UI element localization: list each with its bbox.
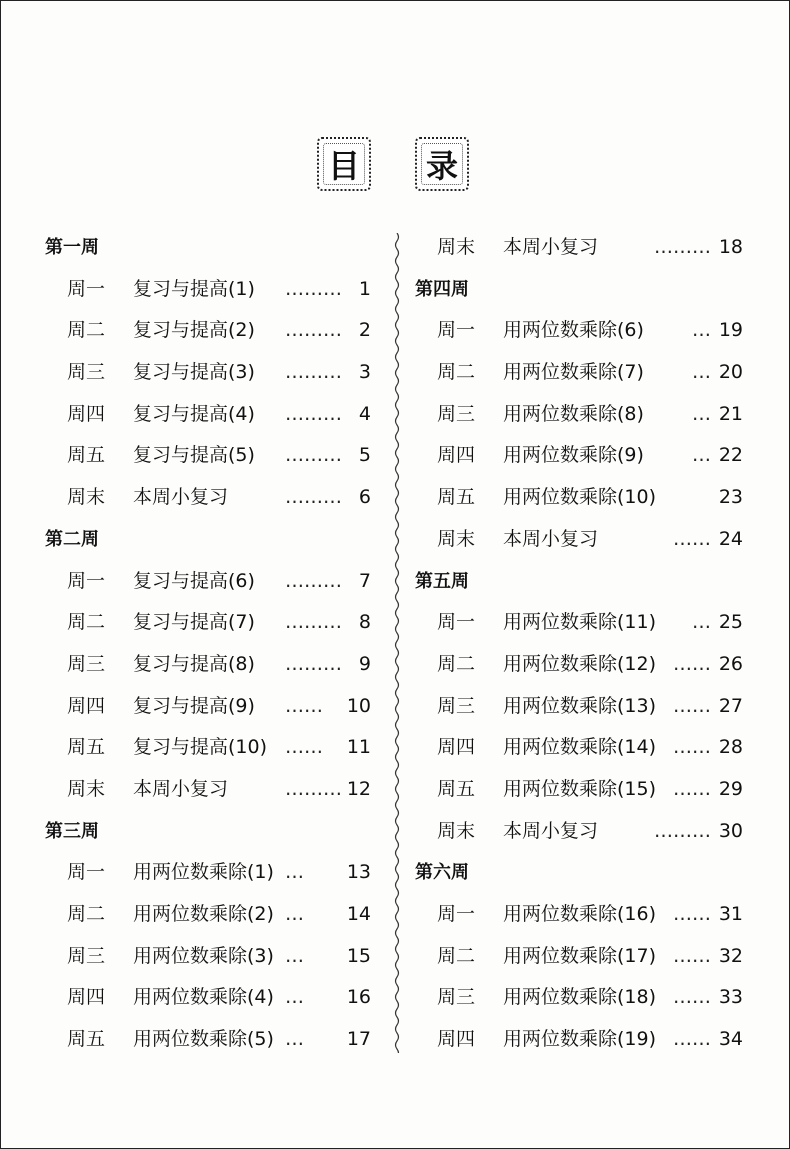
toc-entry-page-number: 33	[718, 986, 743, 1009]
toc-entry-title: 复习与提高(2)	[133, 319, 255, 342]
toc-week-heading	[45, 519, 375, 561]
toc-entry	[45, 435, 375, 477]
toc-entry-title: 用两位数乘除(17)	[503, 944, 657, 967]
toc-entry-day: 周三	[437, 694, 476, 717]
toc-entry-page-number: 31	[718, 903, 743, 925]
toc-entry-leader: …	[285, 944, 304, 967]
toc-entry-leader: ………	[654, 819, 711, 842]
toc-entry-leader: ………	[285, 444, 342, 467]
week-label: 第一周	[45, 237, 99, 258]
toc-entry-day: 周五	[437, 486, 476, 509]
toc-entry-title: 用两位数乘除(4)	[133, 986, 274, 1009]
toc-entry-day: 周四	[67, 986, 106, 1009]
toc-entry	[45, 269, 375, 311]
toc-entry	[45, 727, 375, 769]
toc-entry-leader: …	[285, 903, 304, 925]
toc-entry-leader: …	[285, 986, 304, 1009]
toc-entry-title: 本周小复习	[503, 527, 599, 550]
toc-entry-title: 用两位数乘除(19)	[503, 1028, 657, 1051]
toc-entry-title: 用两位数乘除(13)	[503, 694, 657, 717]
toc-entry	[45, 310, 375, 352]
toc-entry-day: 周末	[437, 527, 476, 550]
toc-entry-leader: ………	[654, 236, 711, 258]
toc-entry-leader: …	[692, 402, 711, 425]
toc-entry-day: 周末	[67, 777, 106, 800]
toc-entry-page-number: 17	[346, 1028, 371, 1051]
toc-entry-page-number: 16	[346, 986, 371, 1009]
toc-week-heading	[45, 811, 375, 853]
toc-entry-title: 用两位数乘除(1)	[133, 861, 274, 884]
toc-entry-day: 周一	[67, 277, 106, 300]
toc-entry-day: 周末	[437, 236, 476, 258]
toc-entry	[415, 894, 747, 936]
toc-entry-page-number: 12	[346, 777, 371, 800]
toc-entry-page-number: 6	[358, 486, 371, 509]
toc-entry-day: 周四	[67, 402, 106, 425]
toc-entry	[45, 894, 375, 936]
toc-entry-leader: ……	[673, 694, 711, 717]
toc-week-heading	[45, 227, 375, 269]
toc-entry-day: 周二	[437, 652, 476, 675]
toc-entry-leader: ……	[673, 777, 711, 800]
week-label: 第四周	[415, 278, 469, 300]
toc-entry-leader: ………	[285, 277, 342, 300]
toc-entry-leader: ………	[285, 611, 342, 634]
toc-entry-leader: ………	[285, 777, 342, 800]
toc-column-left	[45, 227, 375, 1061]
toc-entry-day: 周五	[67, 736, 106, 759]
toc-entry-day: 周二	[67, 903, 106, 925]
toc-entry-title: 用两位数乘除(18)	[503, 986, 657, 1009]
toc-entry-title: 本周小复习	[133, 486, 229, 509]
toc-entry-title: 用两位数乘除(6)	[503, 319, 644, 342]
toc-entry-title: 用两位数乘除(9)	[503, 444, 644, 467]
toc-entry-page-number: 1	[358, 277, 371, 300]
toc-entry-day: 周五	[67, 444, 106, 467]
toc-entry-day: 周四	[437, 736, 476, 759]
toc-entry-leader: ………	[285, 402, 342, 425]
toc-entry-page-number: 27	[718, 694, 743, 717]
toc-entry-day: 周三	[437, 402, 476, 425]
toc-entry-day: 周一	[437, 319, 476, 342]
toc-entry	[415, 435, 747, 477]
heading-text-2: 录	[425, 147, 458, 185]
toc-entry-leader: …	[692, 319, 711, 342]
toc-entry-page-number: 24	[718, 527, 743, 550]
toc-entry	[45, 936, 375, 978]
toc-entry-page-number: 13	[346, 861, 371, 884]
week-label: 第六周	[415, 862, 469, 884]
toc-column-right	[415, 227, 747, 1061]
toc-entry	[45, 977, 375, 1019]
toc-entry-title: 复习与提高(6)	[133, 569, 255, 592]
toc-week-heading	[415, 561, 747, 603]
toc-entry-day: 周一	[437, 903, 476, 925]
toc-entry-day: 周一	[67, 861, 106, 884]
toc-entry	[45, 477, 375, 519]
toc-entry	[415, 727, 747, 769]
toc-entry	[415, 686, 747, 728]
toc-entry-day: 周三	[67, 652, 106, 675]
toc-entry-title: 用两位数乘除(11)	[503, 611, 657, 634]
column-divider	[394, 233, 400, 1053]
toc-entry-leader: ………	[285, 319, 342, 342]
toc-entry	[45, 1019, 375, 1061]
toc-entry-page-number: 11	[346, 736, 371, 759]
toc-entry	[45, 394, 375, 436]
toc-entry-page-number: 5	[358, 444, 371, 467]
toc-entry-leader: …	[285, 861, 304, 884]
week-label: 第五周	[415, 570, 469, 592]
heading-char-lu	[415, 137, 469, 191]
toc-entry-leader: ………	[285, 652, 342, 675]
toc-entry-page-number: 28	[718, 736, 743, 759]
toc-entry-day: 周三	[67, 361, 106, 384]
toc-entry-title: 本周小复习	[133, 777, 229, 800]
toc-entry-leader: …	[692, 611, 711, 634]
toc-entry-day: 周一	[437, 611, 476, 634]
toc-entry-page-number: 3	[358, 361, 371, 384]
toc-entry-leader: ……	[673, 903, 711, 925]
toc-entry-title: 本周小复习	[503, 819, 599, 842]
toc-entry-leader: …	[692, 444, 711, 467]
toc-week-heading	[415, 852, 747, 894]
toc-entry-title: 用两位数乘除(14)	[503, 736, 657, 759]
toc-entry-page-number: 32	[718, 944, 743, 967]
toc-entry-title: 用两位数乘除(5)	[133, 1028, 274, 1051]
toc-entry	[45, 686, 375, 728]
toc-entry-leader: ……	[673, 1028, 711, 1051]
heading-char-mu	[317, 137, 371, 191]
toc-entry	[415, 352, 747, 394]
heading-text-1: 目	[327, 147, 360, 185]
toc-entry-page-number: 2	[358, 319, 371, 342]
toc-entry-day: 周四	[67, 694, 106, 717]
toc-entry-page-number: 14	[346, 903, 371, 925]
toc-entry-page-number: 4	[358, 402, 371, 425]
toc-entry-title: 用两位数乘除(7)	[503, 361, 644, 384]
toc-entry	[415, 977, 747, 1019]
toc-entry-title: 用两位数乘除(12)	[503, 652, 657, 675]
toc-entry-day: 周末	[67, 486, 106, 509]
toc-entry-day: 周末	[437, 819, 476, 842]
toc-entry	[415, 811, 747, 853]
toc-entry-page-number: 19	[718, 319, 743, 342]
toc-entry-leader: …	[692, 361, 711, 384]
toc-entry-page-number: 20	[718, 361, 743, 384]
toc-entry-page-number: 8	[358, 611, 371, 634]
toc-entry-leader: ………	[285, 361, 342, 384]
toc-entry-day: 周二	[67, 611, 106, 634]
toc-entry-day: 周四	[437, 444, 476, 467]
toc-entry-title: 复习与提高(4)	[133, 402, 255, 425]
toc-entry-page-number: 25	[718, 611, 743, 634]
toc-entry-page-number: 10	[346, 694, 371, 717]
toc-entry-page-number: 30	[718, 819, 743, 842]
toc-entry-page-number: 7	[358, 569, 371, 592]
toc-entry-leader: ……	[673, 944, 711, 967]
toc-entry-page-number: 22	[718, 444, 743, 467]
toc-entry-page-number: 9	[358, 652, 371, 675]
toc-entry	[45, 852, 375, 894]
toc-entry	[415, 519, 747, 561]
toc-entry	[415, 310, 747, 352]
toc-entry-day: 周五	[437, 777, 476, 800]
toc-entry	[45, 561, 375, 603]
week-label: 第三周	[45, 820, 99, 842]
toc-entry-leader: ………	[285, 569, 342, 592]
toc-entry	[415, 394, 747, 436]
toc-entry-page-number: 29	[718, 777, 743, 800]
toc-entry	[415, 1019, 747, 1061]
toc-entry-title: 用两位数乘除(15)	[503, 777, 657, 800]
toc-entry-title: 复习与提高(1)	[133, 277, 255, 300]
toc-entry-leader: ……	[673, 736, 711, 759]
toc-entry-page-number: 23	[718, 486, 743, 509]
toc-entry	[415, 602, 747, 644]
toc-entry-page-number: 26	[718, 652, 743, 675]
toc-entry-title: 用两位数乘除(16)	[503, 903, 657, 925]
toc-entry-day: 周五	[67, 1028, 106, 1051]
toc-entry-leader: ……	[673, 986, 711, 1009]
toc-entry-day: 周三	[67, 944, 106, 967]
toc-entry-day: 周二	[67, 319, 106, 342]
toc-entry-leader: ……	[285, 694, 323, 717]
toc-entry	[415, 936, 747, 978]
toc-entry	[415, 227, 747, 269]
toc-entry	[415, 477, 747, 519]
toc-entry-title: 复习与提高(7)	[133, 611, 255, 634]
toc-entry	[415, 644, 747, 686]
toc-entry-title: 复习与提高(5)	[133, 444, 255, 467]
toc-entry-day: 周二	[437, 361, 476, 384]
toc-entry-leader: ………	[285, 486, 342, 509]
toc-week-heading	[415, 269, 747, 311]
toc-entry-title: 本周小复习	[503, 236, 599, 258]
toc-entry-leader: ……	[285, 736, 323, 759]
toc-entry-title: 用两位数乘除(2)	[133, 903, 274, 925]
toc-entry-title: 复习与提高(10)	[133, 736, 268, 759]
toc-entry-title: 复习与提高(8)	[133, 652, 255, 675]
toc-entry-title: 用两位数乘除(10)	[503, 486, 657, 509]
toc-entry-page-number: 18	[718, 236, 743, 258]
toc-entry	[45, 769, 375, 811]
toc-entry	[45, 352, 375, 394]
toc-entry-page-number: 15	[346, 944, 371, 967]
toc-entry-title: 复习与提高(3)	[133, 361, 255, 384]
toc-entry-day: 周三	[437, 986, 476, 1009]
week-label: 第二周	[45, 528, 99, 550]
toc-entry-title: 用两位数乘除(3)	[133, 944, 274, 967]
toc-entry-day: 周二	[437, 944, 476, 967]
toc-entry-day: 周四	[437, 1028, 476, 1051]
toc-entry-page-number: 34	[718, 1028, 743, 1051]
toc-entry	[415, 769, 747, 811]
toc-entry-title: 用两位数乘除(8)	[503, 402, 644, 425]
toc-entry-day: 周一	[67, 569, 106, 592]
toc-entry-title: 复习与提高(9)	[133, 694, 255, 717]
toc-entry-leader: …	[285, 1028, 304, 1051]
toc-entry-leader: ……	[673, 527, 711, 550]
toc-entry	[45, 644, 375, 686]
toc-entry	[45, 602, 375, 644]
toc-entry-leader: ……	[673, 652, 711, 675]
toc-entry-page-number: 21	[718, 402, 743, 425]
